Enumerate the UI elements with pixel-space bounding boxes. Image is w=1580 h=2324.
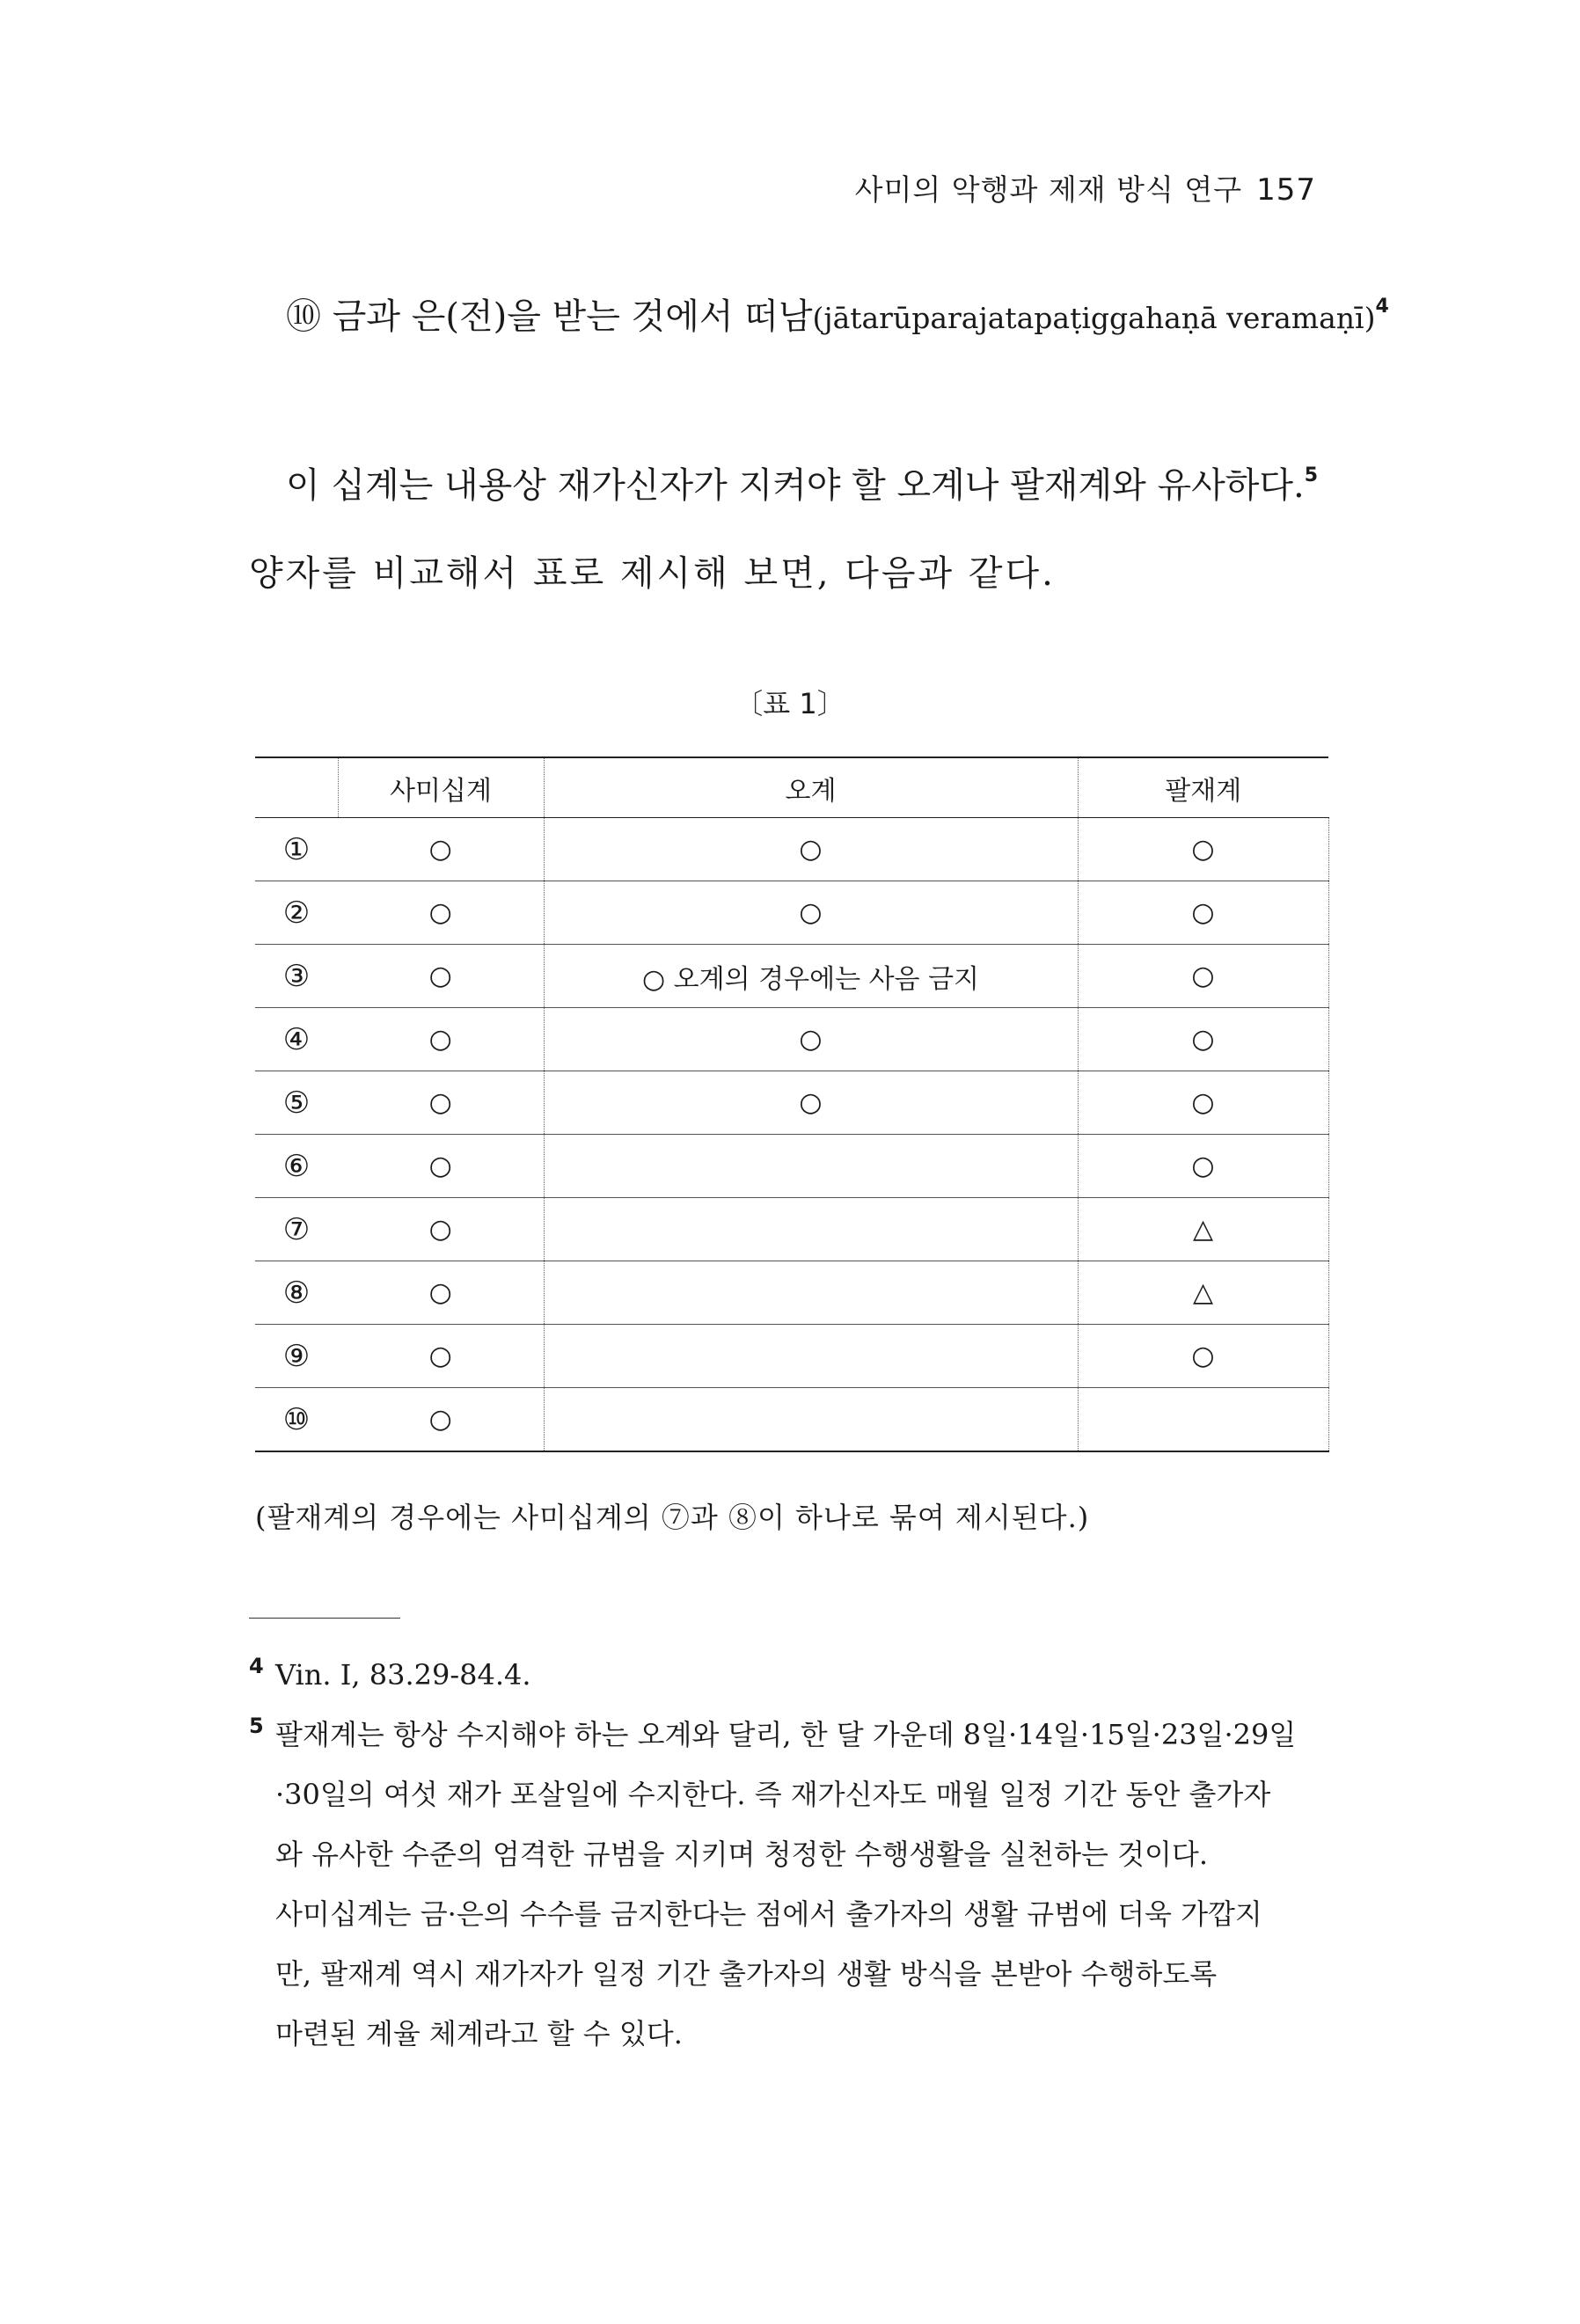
eight-precepts-cell: ○ <box>1078 1008 1328 1071</box>
five-precepts-cell: ○ <box>544 1008 1078 1071</box>
header-eight-precepts: 팔재계 <box>1078 757 1328 818</box>
row-index-cell: ① <box>255 818 338 881</box>
footnote-ref-5[interactable]: 5 <box>1304 464 1319 486</box>
footnote-text <box>275 1705 1322 2064</box>
footnote-line: ·30일의 여섯 재가 포살일에 수지한다. 즉 재가신자도 매월 일정 기간 동안 출가자 <box>275 1778 1271 1811</box>
footnote-line: 마련된 계율 체계라고 할 수 있다. <box>275 2017 683 2050</box>
sami-cell: ○ <box>338 818 544 881</box>
paragraph-line-1-text: 이 십계는 내용상 재가신자가 지켜야 할 오계나 팔재계와 유사하다. <box>286 465 1305 506</box>
footnote-text <box>275 1645 1322 1705</box>
table-row <box>255 881 1328 945</box>
running-title: 사미의 악행과 제재 방식 연구 <box>854 172 1243 207</box>
eight-precepts-cell: ○ <box>1078 1135 1328 1198</box>
row-index-cell: ⑨ <box>255 1325 338 1388</box>
header-sami: 사미십계 <box>338 757 544 818</box>
table-row <box>255 1198 1328 1261</box>
sami-cell: ○ <box>338 1071 544 1135</box>
footnote-line: 팔재계는 항상 수지해야 하는 오계와 달리, 한 달 가운데 8일·14일·15일·23일·29일 <box>275 1718 1297 1751</box>
row-index-cell: ④ <box>255 1008 338 1071</box>
eight-precepts-cell: ○ <box>1078 1325 1328 1388</box>
eight-precepts-cell: ○ <box>1078 818 1328 881</box>
row-index-cell: ⑤ <box>255 1071 338 1135</box>
eight-precepts-cell <box>1078 1388 1328 1452</box>
page-number: 157 <box>1256 172 1316 208</box>
sami-cell: ○ <box>338 1135 544 1198</box>
table-header-row <box>255 757 1328 818</box>
header-index <box>255 757 338 818</box>
sami-cell: ○ <box>338 1008 544 1071</box>
eight-precepts-cell: △ <box>1078 1198 1328 1261</box>
five-precepts-cell <box>544 1198 1078 1261</box>
sami-cell: ○ <box>338 945 544 1008</box>
row-index-cell: ⑥ <box>255 1135 338 1198</box>
five-precepts-cell: ○ <box>544 818 1078 881</box>
five-precepts-cell: ○ 오계의 경우에는 사음 금지 <box>544 945 1078 1008</box>
footnote-ref-4[interactable]: 4 <box>1375 296 1389 318</box>
paragraph-line-1 <box>249 432 1331 530</box>
five-precepts-cell: ○ <box>544 1071 1078 1135</box>
running-header <box>855 167 1316 208</box>
row-index-cell: ⑩ <box>255 1388 338 1452</box>
table-row <box>255 1261 1328 1325</box>
precept-ten <box>286 289 1389 339</box>
footnote-number: 5 <box>249 1714 264 1738</box>
eight-precepts-cell: ○ <box>1078 881 1328 945</box>
sami-cell: ○ <box>338 1325 544 1388</box>
sami-cell: ○ <box>338 1198 544 1261</box>
header-five-precepts: 오계 <box>544 757 1078 818</box>
table-row <box>255 1388 1328 1452</box>
table-note: (팔재계의 경우에는 사미십계의 ⑦과 ⑧이 하나로 묶여 제시된다.) <box>255 1501 1090 1534</box>
table-row <box>255 1071 1328 1135</box>
row-index-cell: ② <box>255 881 338 945</box>
table-row <box>255 1135 1328 1198</box>
precept-ten-pali: (jātarūparajatapaṭiggahaṇā veramaṇī) <box>812 301 1376 335</box>
five-precepts-cell <box>544 1135 1078 1198</box>
footnote-item <box>249 1645 1322 1705</box>
eight-precepts-cell: ○ <box>1078 945 1328 1008</box>
five-precepts-cell <box>544 1325 1078 1388</box>
row-index-cell: ⑦ <box>255 1198 338 1261</box>
body-paragraph <box>249 432 1331 618</box>
sami-cell: ○ <box>338 881 544 945</box>
eight-precepts-cell: △ <box>1078 1261 1328 1325</box>
comparison-table <box>255 756 1329 1452</box>
footnote-divider <box>249 1618 400 1619</box>
precept-ten-korean: ⑩ 금과 은(전)을 받는 것에서 떠남 <box>286 296 813 337</box>
paragraph-line-2: 양자를 비교해서 표로 제시해 보면, 다음과 같다. <box>249 553 1056 594</box>
table-row <box>255 1325 1328 1388</box>
five-precepts-cell: ○ <box>544 881 1078 945</box>
footnote-item <box>249 1705 1322 2064</box>
sami-cell: ○ <box>338 1261 544 1325</box>
footnote-line: 만, 팔재계 역시 재가자가 일정 기간 출가자의 생활 방식을 본받아 수행하도록 <box>275 1957 1218 1991</box>
sami-cell: ○ <box>338 1388 544 1452</box>
footnote-number: 4 <box>249 1654 264 1678</box>
five-precepts-cell <box>544 1388 1078 1452</box>
row-index-cell: ③ <box>255 945 338 1008</box>
five-precepts-cell <box>544 1261 1078 1325</box>
row-index-cell: ⑧ <box>255 1261 338 1325</box>
footnotes <box>249 1645 1322 2064</box>
table-row <box>255 945 1328 1008</box>
footnote-line: 와 유사한 수준의 엄격한 규범을 지키며 청정한 수행생활을 실천하는 것이다. <box>275 1838 1208 1871</box>
table-row <box>255 818 1328 881</box>
footnote-line: 사미십계는 금·은의 수수를 금지한다는 점에서 출가자의 생활 규범에 더욱 가깝지 <box>275 1897 1262 1931</box>
table-caption: 〔표 1〕 <box>735 687 845 720</box>
eight-precepts-cell: ○ <box>1078 1071 1328 1135</box>
table-row <box>255 1008 1328 1071</box>
footnote-line: Vin. Ⅰ, 83.29-84.4. <box>275 1658 531 1692</box>
